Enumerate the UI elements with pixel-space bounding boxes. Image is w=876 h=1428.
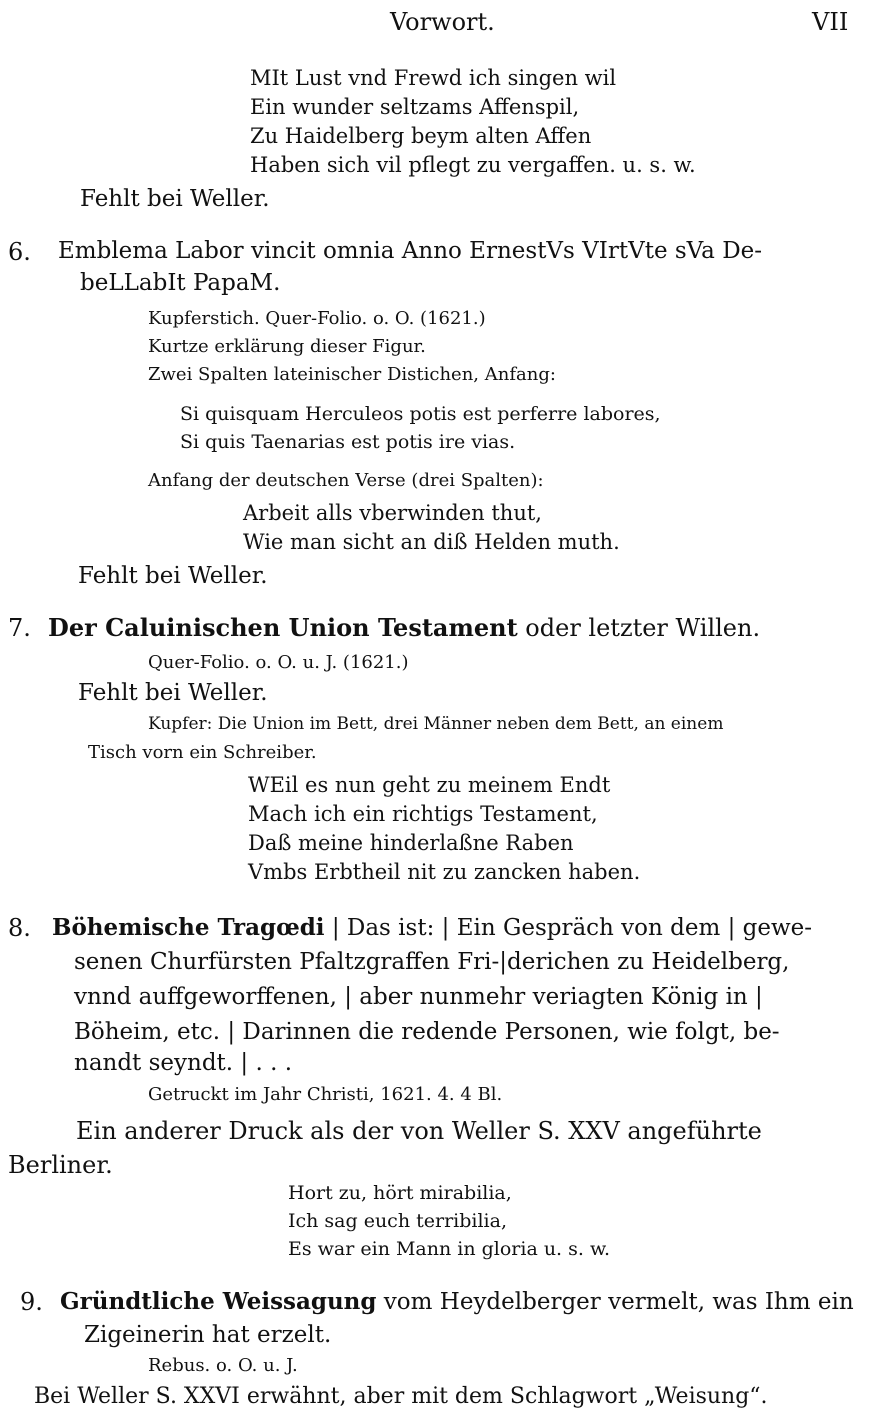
- note-line: Kurtze erklärung dieser Figur.: [148, 336, 426, 357]
- verse-line: MIt Lust vnd Frewd ich singen wil: [250, 66, 617, 90]
- entry-title-bold: Böhemische Tragœdi: [52, 914, 325, 941]
- latin-verse: Si quis Taenarias est potis ire vias.: [180, 431, 516, 453]
- remark-line-cont: Berliner.: [8, 1151, 113, 1179]
- imprint-note: Quer-Folio. o. O. u. J. (1621.): [148, 652, 409, 673]
- verse-line: Arbeit alls vberwinden thut,: [243, 501, 542, 525]
- entry-title: [48, 613, 761, 642]
- entry-title: [52, 916, 812, 940]
- entry-title: Emblema Labor vincit omnia Anno ErnestVs VIrtVte sVa De-: [58, 238, 763, 264]
- verse-line: Haben sich vil pflegt zu vergaffen. u. s. w.: [250, 153, 696, 177]
- entry-title: [60, 1290, 854, 1314]
- entry-title-cont: vnnd auffgeworffenen, | aber nunmehr veriagten König in |: [74, 984, 763, 1010]
- imprint-note: Kupferstich. Quer-Folio. o. O. (1621.): [148, 308, 486, 329]
- verse-line: WEil es nun geht zu meinem Endt: [248, 773, 611, 797]
- imprint-note: Rebus. o. O. u. J.: [148, 1355, 298, 1376]
- entry-title-cont: Zigeinerin hat erzelt.: [84, 1322, 332, 1348]
- verse-line: Mach ich ein richtigs Testament,: [248, 802, 598, 826]
- entry-number: 6.: [8, 238, 31, 266]
- entry-title-bold: Gründtliche Weissagung: [60, 1288, 377, 1315]
- entry-title-bold: Der Caluinischen Union Testament: [48, 613, 518, 642]
- verse-line: Zu Haidelberg beym alten Affen: [250, 124, 592, 148]
- entry-title-cont: Böheim, etc. | Darinnen die redende Personen, wie folgt, be-: [74, 1019, 780, 1045]
- entry-number: 8.: [8, 914, 31, 942]
- entry-number: 9.: [20, 1288, 43, 1316]
- verse-line: Ein wunder seltzams Affenspil,: [250, 95, 580, 119]
- page-number: VII: [812, 8, 849, 36]
- kupfer-note-cont: Tisch vorn ein Schreiber.: [88, 742, 317, 763]
- verse-line: Ich sag euch terribilia,: [288, 1210, 507, 1232]
- entry-number: 7.: [8, 614, 31, 642]
- entry-title-cont: nandt seyndt. | . . .: [74, 1050, 293, 1076]
- verse-line: Daß meine hinderlaßne Raben: [248, 831, 574, 855]
- entry-title-rest: oder letzter Willen.: [517, 614, 761, 642]
- verse-line: Hort zu, hört mirabilia,: [288, 1182, 512, 1204]
- verse-line: Vmbs Erbtheil nit zu zancken haben.: [248, 860, 641, 884]
- running-head-title: Vorwort.: [390, 8, 495, 36]
- remark-line: Ein anderer Druck als der von Weller S. XXV angeführte: [76, 1117, 762, 1145]
- fehlt-note: Fehlt bei Weller.: [78, 680, 268, 706]
- fehlt-note: Fehlt bei Weller.: [78, 563, 268, 589]
- entry-title-rest: | Das ist: | Ein Gespräch von dem | gewe-: [324, 915, 813, 941]
- fehlt-note: Fehlt bei Weller.: [80, 186, 270, 212]
- latin-verse: Si quisquam Herculeos potis est perferre labores,: [180, 403, 661, 425]
- entry-title-cont: senen Churfürsten Pfaltzgraffen Fri-|derichen zu Heidelberg,: [74, 949, 790, 975]
- entry-title-rest: vom Heydelberger vermelt, was Ihm ein: [376, 1289, 854, 1315]
- kupfer-note: Kupfer: Die Union im Bett, drei Männer neben dem Bett, an einem: [148, 714, 724, 734]
- verse-line: Wie man sicht an diß Helden muth.: [243, 530, 620, 554]
- remark-line: Bei Weller S. XXVI erwähnt, aber mit dem Schlagwort „Weisung“.: [34, 1384, 768, 1409]
- note-line: Anfang der deutschen Verse (drei Spalten):: [148, 470, 544, 491]
- entry-title-cont: beLLabIt PapaM.: [80, 270, 281, 296]
- note-line: Zwei Spalten lateinischer Distichen, Anfang:: [148, 364, 556, 385]
- imprint-note: Getruckt im Jahr Christi, 1621. 4. 4 Bl.: [148, 1084, 503, 1105]
- verse-line: Es war ein Mann in gloria u. s. w.: [288, 1238, 611, 1260]
